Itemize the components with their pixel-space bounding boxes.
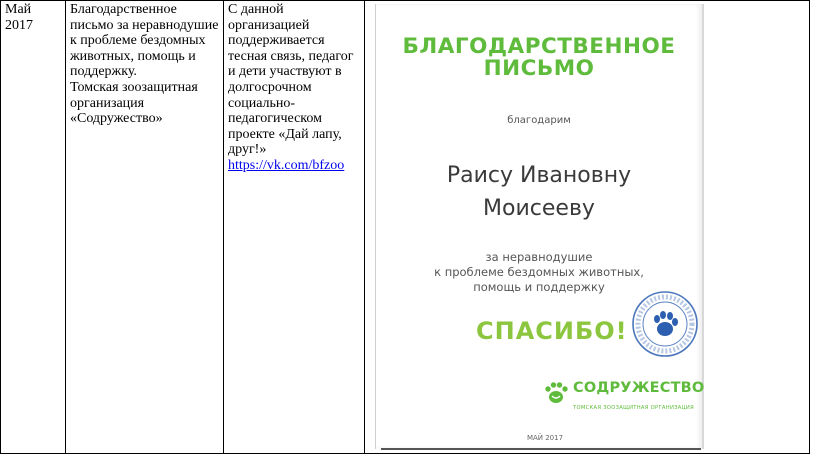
description-cell (224, 1, 365, 454)
certificate-cell (365, 1, 810, 454)
paw-stamp-icon (630, 289, 700, 359)
reason-line3: помощь и поддержку (473, 280, 605, 294)
organization-logo (541, 376, 705, 416)
award-cell (66, 1, 224, 454)
reason-line2: к проблеме бездомных животных, (434, 265, 644, 279)
certificate-image (369, 2, 806, 453)
organization-text: Томская зоозащитная организация «Содружество» (70, 79, 198, 127)
certificate-date: МАЙ 2017 (526, 434, 564, 442)
closing-thanks: СПАСИБО! (476, 317, 628, 345)
paper-edge-shadow (381, 448, 701, 450)
table-row (1, 1, 810, 454)
award-text: Благодарственное письмо за неравнодушие к проблеме бездомных животных, помощь и поддержку. (70, 2, 219, 80)
certificate-title-line2: ПИСЬМО (483, 56, 595, 81)
recipient-name-line2: Моисееву (483, 196, 595, 221)
date-text: Май 2017 (5, 2, 33, 33)
recipient-name-line1: Раису Ивановну (446, 163, 632, 188)
paw-logo-icon (543, 380, 569, 406)
certificate-paper (375, 4, 704, 449)
reason-line1: за неравнодушие (485, 250, 593, 264)
logo-subtitle: ТОМСКАЯ ЗООЗАЩИТНАЯ ОРГАНИЗАЦИЯ (573, 405, 695, 411)
certificate-title-line1: БЛАГОДАРСТВЕННОЕ (402, 34, 676, 59)
logo-name: СОДРУЖЕСТВО (573, 380, 705, 396)
certificate-thanks-word: благодарим (507, 115, 571, 126)
date-cell (1, 1, 66, 454)
description-text: С данной организацией поддерживается тесная связь, педагог и дети участвуют в долгосрочном социально-педагогическом проекте «Дай лапу, друг!» (228, 2, 354, 158)
vk-link[interactable]: https://vk.com/bfzoo (228, 157, 345, 173)
